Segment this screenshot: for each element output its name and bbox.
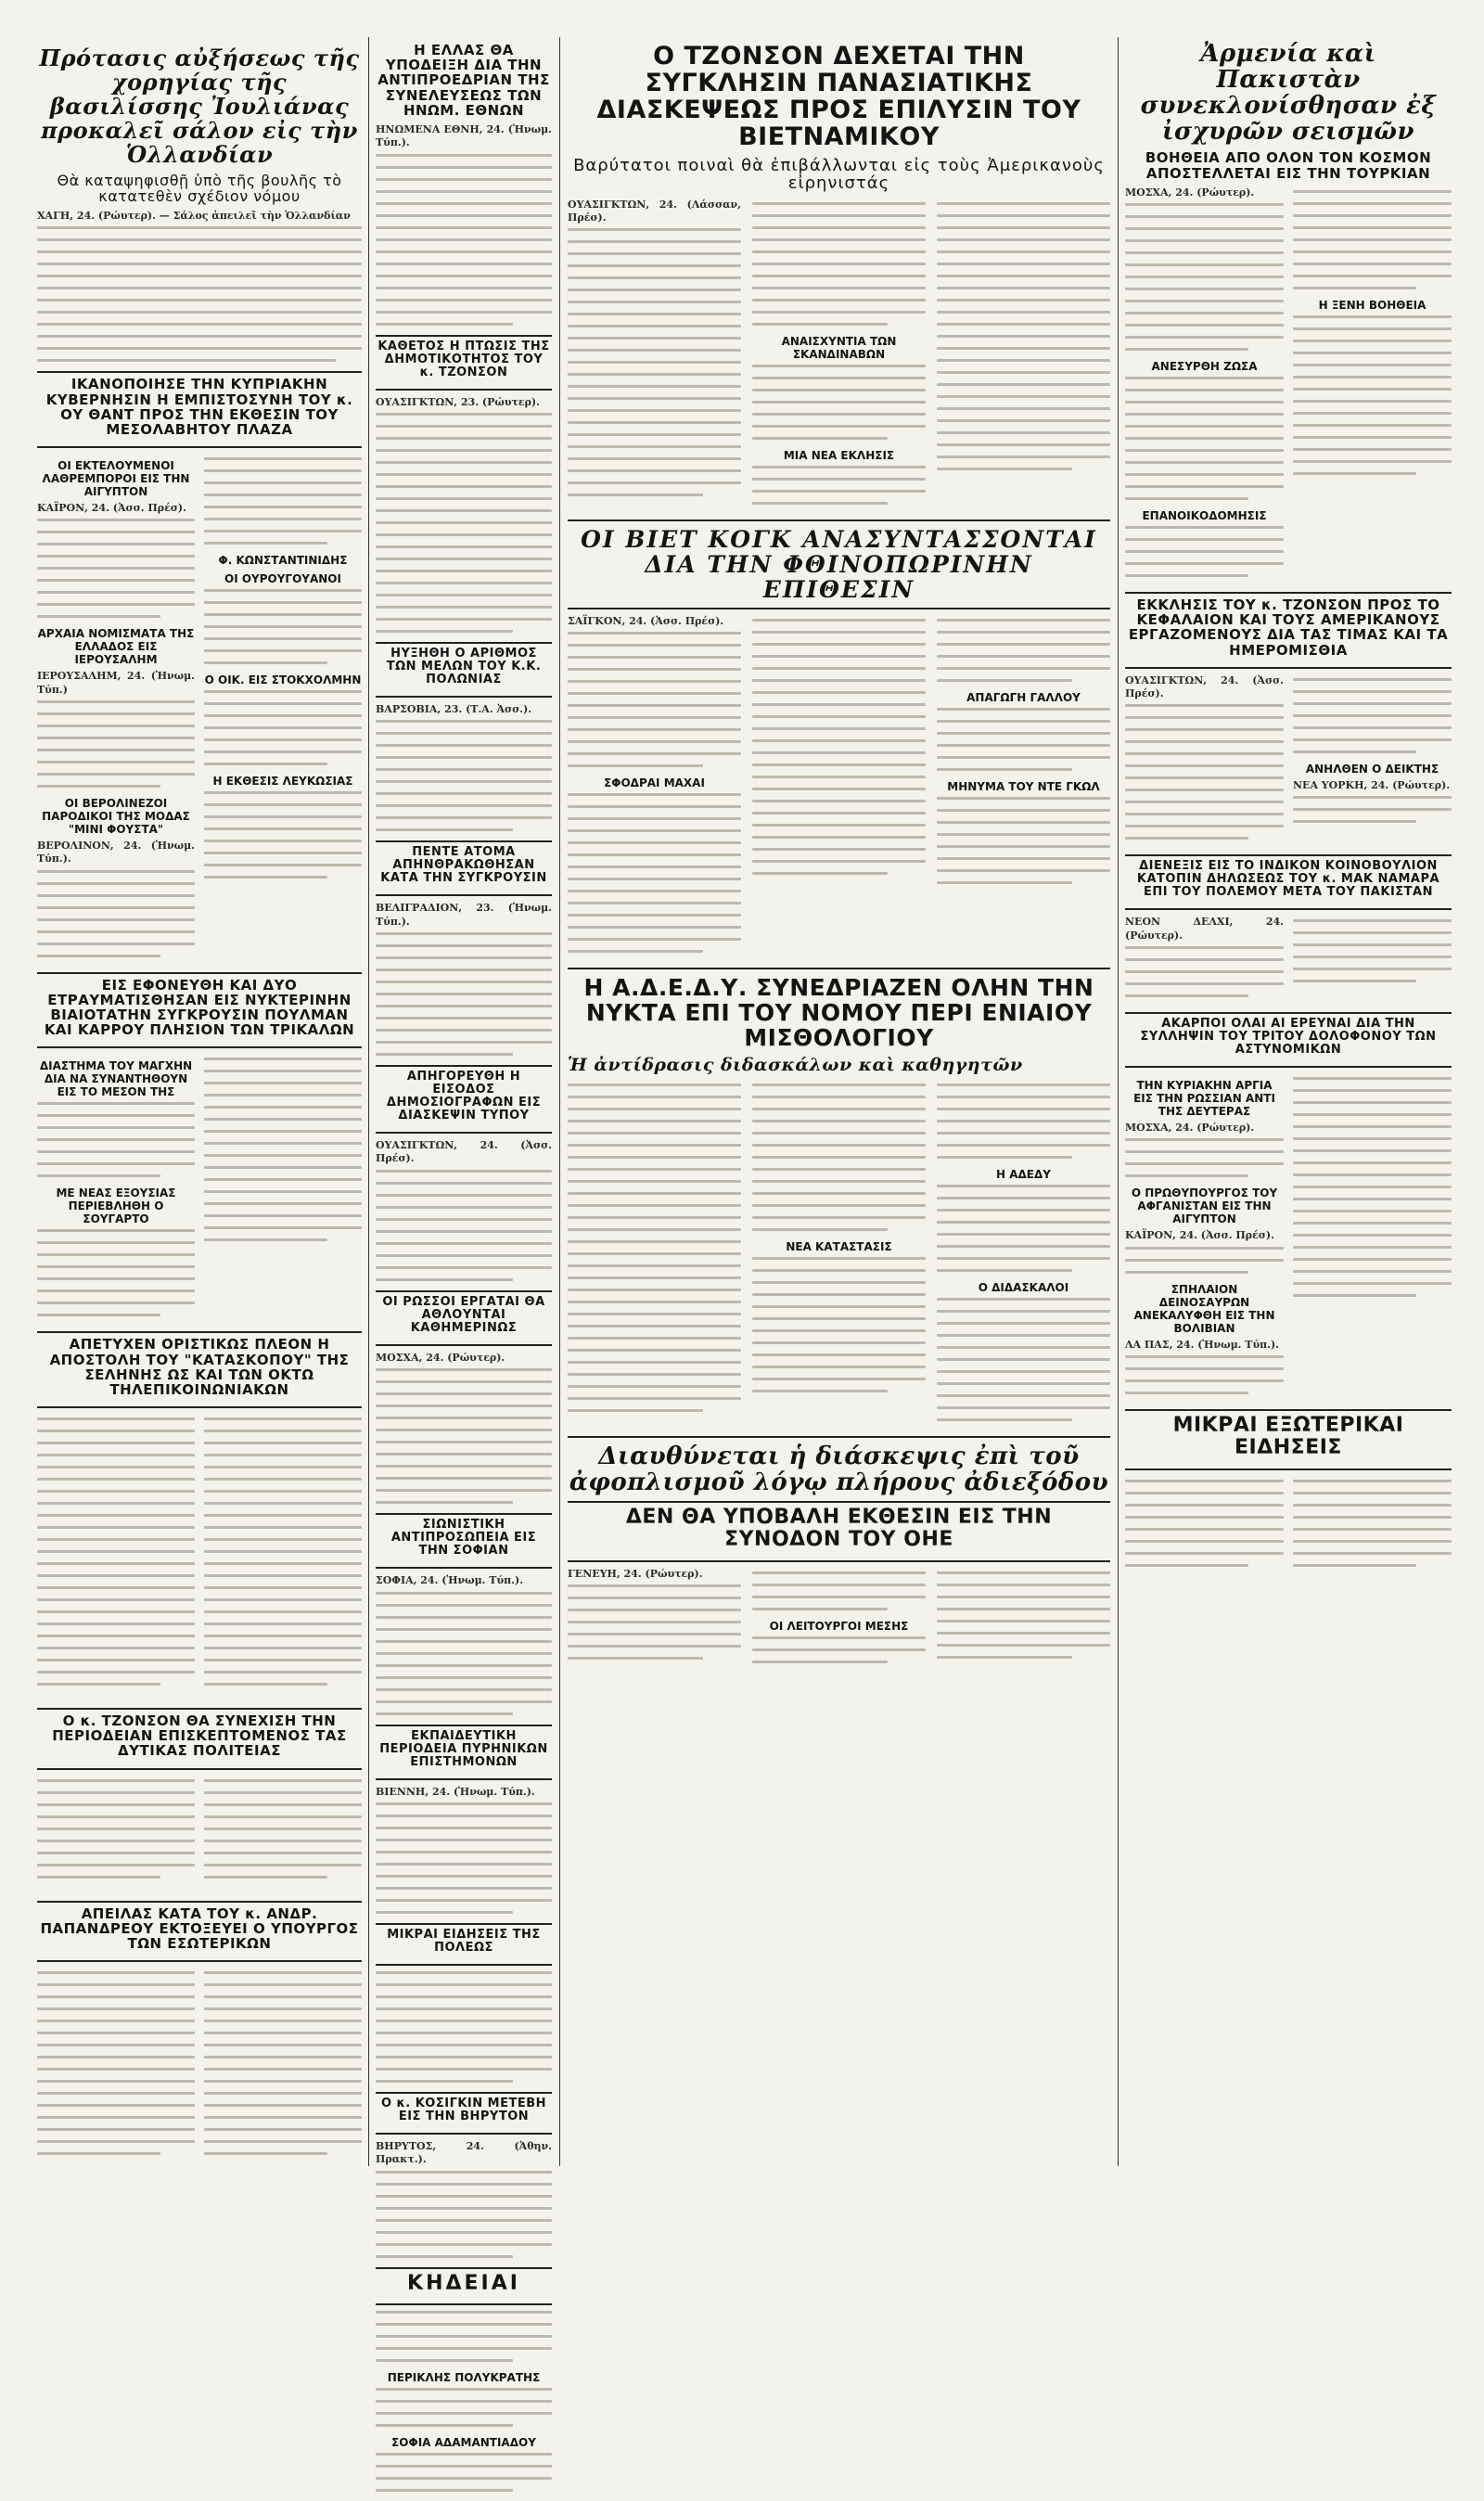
headline: ΑΚΑΡΠΟΙ ΟΛΑΙ ΑΙ ΕΡΕΥΝΑΙ ΔΙΑ ΤΗΝ ΣΥΛΛΗΨΙΝ ΤΟΥ ΤΡΙΤΟΥ ΔΟΛΟΦΟΝΟΥ ΤΩΝ ΑΣΤΥΝΟΜΙΚΩΝ: [1140, 1017, 1437, 1058]
headline: Διαυθύνεται ἡ διάσκεψις ἐπὶ τοῦ ἀφοπλισμοῦ λόγῳ πλήρους ἀδιεξόδου: [569, 1443, 1109, 1497]
lead: ΒΕΡΟΛΙΝΟΝ, 24. (Ἡνωμ. Τύπ.).: [37, 840, 195, 866]
lead: ΜΟΣΧΑ, 24. (Ρώυτερ).: [376, 1351, 505, 1364]
lead: ΟΥΑΣΙΓΚΤΩΝ, 24. (Ἀσσ. Πρέσ).: [1125, 673, 1284, 700]
headline: ΠΕΝΤΕ ΑΤΟΜΑ ΑΠΗΝΘΡΑΚΩΘΗΣΑΝ ΚΑΤΑ ΤΗΝ ΣΥΓΚΡΟΥΣΙΝ: [380, 845, 547, 886]
headline: Πρότασις αὐξήσεως τῆς χορηγίας τῆς βασιλίσσης Ἰουλιάνας προκαλεῖ σάλον εἰς τὴν Ὁλλανδίαν: [39, 45, 360, 168]
headline: ΕΚΚΛΗΣΙΣ ΤΟΥ κ. ΤΖΟΝΣΟΝ ΠΡΟΣ ΤΟ ΚΕΦΑΛΑΙΟΝ ΚΑΙ ΤΟΥΣ ΑΜΕΡΙΚΑΝΟΥΣ ΕΡΓΑΖΟΜΕΝΟΥΣ ΔΙΑ ΤΑΣ ΤΙΜΑΣ ΚΑΙ ΤΑ ΗΜΕΡΟΜΙΣΘΙΑ: [1128, 596, 1449, 659]
section-heading: ΣΟΦΙΑ ΑΔΑΜΑΝΤΙΑΔΟΥ: [391, 2436, 536, 2450]
section-heading: ΟΙ ΟΥΡΟΥΓΟΥΑΝΟΙ: [224, 572, 341, 586]
headline: ΜΙΚΡΑΙ ΕΙΔΗΣΕΙΣ ΤΗΣ ΠΟΛΕΩΣ: [387, 1927, 541, 1955]
column-rule: [1118, 37, 1119, 2166]
headline: ΣΙΩΝΙΣΤΙΚΗ ΑΝΤΙΠΡΟΣΩΠΕΙΑ ΕΙΣ ΤΗΝ ΣΟΦΙΑΝ: [390, 1518, 537, 1558]
lead: ΒΗΡΥΤΟΣ, 24. (Ἀθην. Πρακτ.).: [376, 2140, 552, 2166]
headline: ΜΙΚΡΑΙ ΕΞΩΤΕΡΙΚΑΙ ΕΙΔΗΣΕΙΣ: [1172, 1414, 1404, 1459]
section-heading: ΟΙ ΛΕΙΤΟΥΡΓΟΙ ΜΕΣΗΣ: [769, 1619, 909, 1633]
section-heading: ΤΗΝ ΚΥΡΙΑΚΗΝ ΑΡΓΙΑ ΕΙΣ ΤΗΝ ΡΩΣΣΙΑΝ ΑΝΤΙ ΤΗΣ ΔΕΥΤΕΡΑΣ: [1133, 1079, 1275, 1119]
lead: ΒΕΛΙΓΡΑΔΙΟΝ, 23. (Ἡνωμ. Τύπ.).: [376, 902, 552, 928]
headline: Η ΕΛΛΑΣ ΘΑ ΥΠΟΔΕΙΞΗ ΔΙΑ ΤΗΝ ΑΝΤΙΠΡΟΕΔΡΙΑΝ ΤΗΣ ΣΥΝΕΛΕΥΣΕΩΣ ΤΩΝ ΗΝΩΜ. ΕΘΝΩΝ: [377, 42, 550, 119]
headline: ΑΠΕΙΛΑΣ ΚΑΤΑ ΤΟΥ κ. ΑΝΔΡ. ΠΑΠΑΝΔΡΕΟΥ ΕΚΤΟΞΕΥΕΙ Ο ΥΠΟΥΡΓΟΣ ΤΩΝ ΕΣΩΤΕΡΙΚΩΝ: [40, 1905, 359, 1953]
lead: ΜΟΣΧΑ, 24. (Ρώυτερ).: [1125, 186, 1255, 199]
lead: ΟΥΑΣΙΓΚΤΩΝ, 23. (Ρώυτερ).: [376, 395, 540, 408]
section-heading: ΣΠΗΛΑΙΟΝ ΔΕΙΝΟΣΑΥΡΩΝ ΑΝΕΚΑΛΥΦΘΗ ΕΙΣ ΤΗΝ ΒΟΛΙΒΙΑΝ: [1133, 1282, 1275, 1335]
section-heading: ΑΡΧΑΙΑ ΝΟΜΙΣΜΑΤΑ ΤΗΣ ΕΛΛΑΔΟΣ ΕΙΣ ΙΕΡΟΥΣΑΛΗΜ: [37, 627, 195, 667]
section-heading: ΜΗΝΥΜΑ ΤΟΥ ΝΤΕ ΓΚΩΛ: [947, 779, 1100, 793]
headline: ΑΠΕΤΥΧΕΝ ΟΡΙΣΤΙΚΩΣ ΠΛΕΟΝ Η ΑΠΟΣΤΟΛΗ ΤΟΥ "ΚΑΤΑΣΚΟΠΟΥ" ΤΗΣ ΣΕΛΗΝΗΣ ΩΣ ΚΑΙ ΤΩΝ ΟΚΤΩ ΤΗΛΕΠΙΚΟΙΝΩΝΙΑΚΩΝ: [49, 1336, 350, 1398]
headline: ΕΙΣ ΕΦΟΝΕΥΘΗ ΚΑΙ ΔΥΟ ΕΤΡΑΥΜΑΤΙΣΘΗΣΑΝ ΕΙΣ ΝΥΚΤΕΡΙΝΗΝ ΒΙΑΙΟΤΑΤΗΝ ΣΥΓΚΡΟΥΣΙΝ ΠΟΥΛΜΑΝ ΚΑΙ ΚΑΡΡΟΥ ΠΛΗΣΙΟΝ ΤΩΝ ΤΡΙΚΑΛΩΝ: [44, 976, 355, 1039]
column-3: [568, 37, 1110, 1675]
headline: ΟΙ ΒΙΕΤ ΚΟΓΚ ΑΝΑΣΥΝΤΑΣΣΟΝΤΑΙ ΔΙΑ ΤΗΝ ΦΘΙΝΟΠΩΡΙΝΗΝ ΕΠΙΘΕΣΙΝ: [581, 525, 1097, 603]
headline: ΑΠΗΓΟΡΕΥΘΗ Η ΕΙΣΟΔΟΣ ΔΗΜΟΣΙΟΓΡΑΦΩΝ ΕΙΣ ΔΙΑΣΚΕΨΙΝ ΤΥΠΟΥ: [386, 1070, 542, 1123]
section-heading: ΜΙΑ ΝΕΑ ΕΚΛΗΣΙΣ: [783, 448, 895, 462]
subheadline: Βαρύτατοι ποιναὶ θὰ ἐπιβάλλωνται εἰς τοὺς Ἀμερικανοὺς εἰρηνιστάς: [573, 155, 1105, 194]
lead: ΚΑΪΡΟΝ, 24. (Ἀσσ. Πρέσ).: [1125, 1229, 1274, 1242]
column-4: [1125, 37, 1452, 1584]
section-heading: ΟΙ ΒΕΡΟΛΙΝΕΖΟΙ ΠΑΡΟΔΙΚΟΙ ΤΗΣ ΜΟΔΑΣ "ΜΙΝΙ ΦΟΥΣΤΑ": [42, 797, 190, 836]
section-heading: ΜΕ ΝΕΑΣ ΕΞΟΥΣΙΑΣ ΠΕΡΙΕΒΛΗΘΗ Ο ΣΟΥΓΑΡΤΟ: [56, 1186, 176, 1226]
section-heading: ΕΠΑΝΟΙΚΟΔΟΜΗΣΙΣ: [1142, 508, 1267, 522]
lead: ΣΟΦΙΑ, 24. (Ἡνωμ. Τύπ.).: [376, 1574, 524, 1587]
section-heading: ΔΙΑΣΤΗΜΑ ΤΟΥ ΜΑΓΧΗΝ ΔΙΑ ΝΑ ΣΥΝΑΝΤΗΘΟΥΝ ΕΙΣ ΤΟ ΜΕΣΟΝ ΤΗΣ: [39, 1059, 193, 1099]
section-heading: ΟΙ ΕΚΤΕΛΟΥΜΕΝΟΙ ΛΑΘΡΕΜΠΟΡΟΙ ΕΙΣ ΤΗΝ ΑΙΓΥΠΤΟΝ: [42, 459, 190, 499]
main-headline: Ο ΤΖΟΝΣΟΝ ΔΕΧΕΤΑΙ ΤΗΝ ΣΥΓΚΛΗΣΙΝ ΠΑΝΑΣΙΑΤΙΚΗΣ ΔΙΑΣΚΕΨΕΩΣ ΠΡΟΣ ΕΠΙΛΥΣΙΝ ΤΟΥ ΒΙΕΤΝΑΜΙΚΟΥ: [596, 42, 1081, 152]
section-heading: ΑΝΕΣΥΡΘΗ ΖΩΣΑ: [1151, 359, 1258, 373]
section-heading: Η ΑΔΕΔΥ: [996, 1168, 1051, 1182]
headline: Ἀρμενία καὶ Πακιστὰν συνεκλονίσθησαν ἐξ ἰσχυρῶν σεισμῶν: [1140, 40, 1437, 147]
lead: ΟΥΑΣΙΓΚΤΩΝ, 24. (Λάσσαν, Πρέσ).: [568, 198, 741, 224]
lead: ΜΟΣΧΑ, 24. (Ρώυτερ).: [1125, 1122, 1255, 1135]
section-heading: Ο ΔΙΔΑΣΚΑΛΟΙ: [978, 1281, 1069, 1295]
lead: ΝΕΟΝ ΔΕΛΧΙ, 24. (Ρώυτερ).: [1125, 916, 1284, 942]
lead: ΒΑΡΣΟΒΙΑ, 23. (Τ.Α. Ἀσσ.).: [376, 703, 532, 716]
lead: ΣΑΪΓΚΟΝ, 24. (Ἀσσ. Πρέσ).: [568, 614, 724, 627]
section-heading: Η ΞΕΝΗ ΒΟΗΘΕΙΑ: [1318, 298, 1426, 312]
subheadline: Θὰ καταψηφισθῇ ὑπὸ τῆς βουλῆς τὸ κατατεθὲν σχέδιον νόμου: [57, 171, 342, 205]
section-heading: ΑΝΑΙΣΧΥΝΤΙΑ ΤΩΝ ΣΚΑΝΔΙΝΑΒΩΝ: [781, 334, 897, 361]
section-heading: Ο ΟΙΚ. ΕΙΣ ΣΤΟΚΧΟΛΜΗΝ: [204, 673, 362, 687]
headline: Η Α.Δ.Ε.Δ.Υ. ΣΥΝΕΔΡΙΑΖΕΝ ΟΛΗΝ ΤΗΝ ΝΥΚΤΑ ΕΠΙ ΤΟΥ ΝΟΜΟΥ ΠΕΡΙ ΕΝΙΑΙΟΥ ΜΙΣΘΟΛΟΓΙΟΥ: [583, 973, 1094, 1051]
headline: ΗΥΞΗΘΗ Ο ΑΡΙΘΜΟΣ ΤΩΝ ΜΕΛΩΝ ΤΟΥ Κ.Κ. ΠΟΛΩΝΙΑΣ: [386, 646, 542, 686]
section-heading: Η ΕΚΘΕΣΙΣ ΛΕΥΚΩΣΙΑΣ: [212, 775, 353, 789]
headline: ΚΑΘΕΤΟΣ Η ΠΤΩΣΙΣ ΤΗΣ ΔΗΜΟΤΙΚΟΤΗΤΟΣ ΤΟΥ κ. ΤΖΟΝΣΟΝ: [377, 339, 550, 379]
section-heading: ΣΦΟΔΡΑΙ ΜΑΧΑΙ: [604, 776, 705, 789]
headline: Ο κ. ΤΖΟΝΣΟΝ ΘΑ ΣΥΝΕΧΙΣΗ ΤΗΝ ΠΕΡΙΟΔΕΙΑΝ ΕΠΙΣΚΕΠΤΟΜΕΝΟΣ ΤΑΣ ΔΥΤΙΚΑΣ ΠΟΛΙΤΕΙΑΣ: [52, 1712, 347, 1760]
headline: Ο κ. ΚΟΣΙΓΚΙΝ ΜΕΤΕΒΗ ΕΙΣ ΤΗΝ ΒΗΡΥΤΟΝ: [380, 2096, 547, 2123]
lead: ΚΑΪΡΟΝ, 24. (Ἀσσ. Πρέσ).: [37, 502, 186, 515]
lead: ΛΑ ΠΑΣ, 24. (Ἡνωμ. Τύπ.).: [1125, 1338, 1280, 1351]
column-rule: [368, 37, 369, 2166]
lead: ΝΕΑ ΥΟΡΚΗ, 24. (Ρώυτερ).: [1293, 778, 1451, 791]
section-heading: ΠΕΡΙΚΛΗΣ ΠΟΛΥΚΡΑΤΗΣ: [387, 2371, 541, 2385]
lead: ΙΕΡΟΥΣΑΛΗΜ, 24. (Ἡνωμ. Τύπ.): [37, 670, 195, 696]
headline: ΔΙΕΝΕΞΙΣ ΕΙΣ ΤΟ ΙΝΔΙΚΟΝ ΚΟΙΝΟΒΟΥΛΙΟΝ ΚΑΤΟΠΙΝ ΔΗΛΩΣΕΩΣ ΤΟΥ κ. ΜΑΚ ΝΑΜΑΡΑ ΕΠΙ ΤΟΥ ΠΟΛΕΜΟΥ ΜΕΤΑ ΤΟΥ ΠΑΚΙΣΤΑΝ: [1136, 859, 1440, 900]
lead: ΒΙΕΝΝΗ, 24. (Ἡνωμ. Τύπ.).: [376, 1785, 535, 1798]
section-heading: ΑΝΗΛΘΕΝ Ο ΔΕΙΚΤΗΣ: [1305, 762, 1439, 776]
lead: ΓΕΝΕΥΗ, 24. (Ρώυτερ).: [568, 1567, 703, 1580]
subheadline: ΒΟΗΘΕΙΑ ΑΠΟ ΟΛΟΝ ΤΟΝ ΚΟΣΜΟΝ ΑΠΟΣΤΕΛΛΕΤΑΙ ΕΙΣ ΤΗΝ ΤΟΥΡΚΙΑΝ: [1145, 149, 1432, 182]
lead: ΧΑΓΗ, 24. (Ρώυτερ). — Σάλος ἀπειλεῖ τὴν Ὁλλανδίαν: [37, 210, 351, 223]
article-body: [37, 226, 362, 362]
section-heading: Ο ΠΡΩΘΥΠΟΥΡΓΟΣ ΤΟΥ ΑΦΓΑΝΙΣΤΑΝ ΕΙΣ ΤΗΝ ΑΙΓΥΠΤΟΝ: [1131, 1186, 1278, 1226]
headline: ΔΕΝ ΘΑ ΥΠΟΒΑΛΗ ΕΚΘΕΣΙΝ ΕΙΣ ΤΗΝ ΣΥΝΟΔΟΝ ΤΟΥ ΟΗΕ: [625, 1506, 1053, 1552]
headline: ΟΙ ΡΩΣΣΟΙ ΕΡΓΑΤΑΙ ΘΑ ΑΘΛΟΥΝΤΑΙ ΚΑΘΗΜΕΡΙΝΩΣ: [382, 1294, 545, 1335]
section-heading: ΑΠΑΓΩΓΗ ΓΑΛΛΟΥ: [966, 690, 1081, 704]
lead: ΟΥΑΣΙΓΚΤΩΝ, 24. (Ἀσσ. Πρέσ).: [376, 1139, 552, 1165]
column-2: [376, 37, 552, 2501]
section-heading: ΝΕΑ ΚΑΤΑΣΤΑΣΙΣ: [786, 1240, 892, 1254]
lead: ΗΝΩΜΕΝΑ ΕΘΝΗ, 24. (Ἡνωμ. Τύπ.).: [376, 122, 552, 149]
headline: ΕΚΠΑΙΔΕΥΤΙΚΗ ΠΕΡΙΟΔΕΙΑ ΠΥΡΗΝΙΚΩΝ ΕΠΙΣΤΗΜΟΝΩΝ: [379, 1728, 548, 1769]
headline: ΚΗΔΕΙΑΙ: [407, 2271, 520, 2295]
column-rule: [559, 37, 560, 2166]
section-heading: Φ. ΚΩΝΣΤΑΝΤΙΝΙΔΗΣ: [218, 554, 348, 568]
subheadline: Ἡ ἀντίδρασις διδασκάλων καὶ καθηγητῶν: [568, 1054, 1023, 1075]
headline: ΙΚΑΝΟΠΟΙΗΣΕ ΤΗΝ ΚΥΠΡΙΑΚΗΝ ΚΥΒΕΡΝΗΣΙΝ Η ΕΜΠΙΣΤΟΣΥΝΗ ΤΟΥ κ. ΟΥ ΘΑΝΤ ΠΡΟΣ ΤΗΝ ΕΚΘΕΣΙΝ ΤΟΥ ΜΕΣΟΛΑΒΗΤΟΥ ΠΛΑΖΑ: [45, 376, 353, 438]
column-1: [37, 37, 362, 2172]
